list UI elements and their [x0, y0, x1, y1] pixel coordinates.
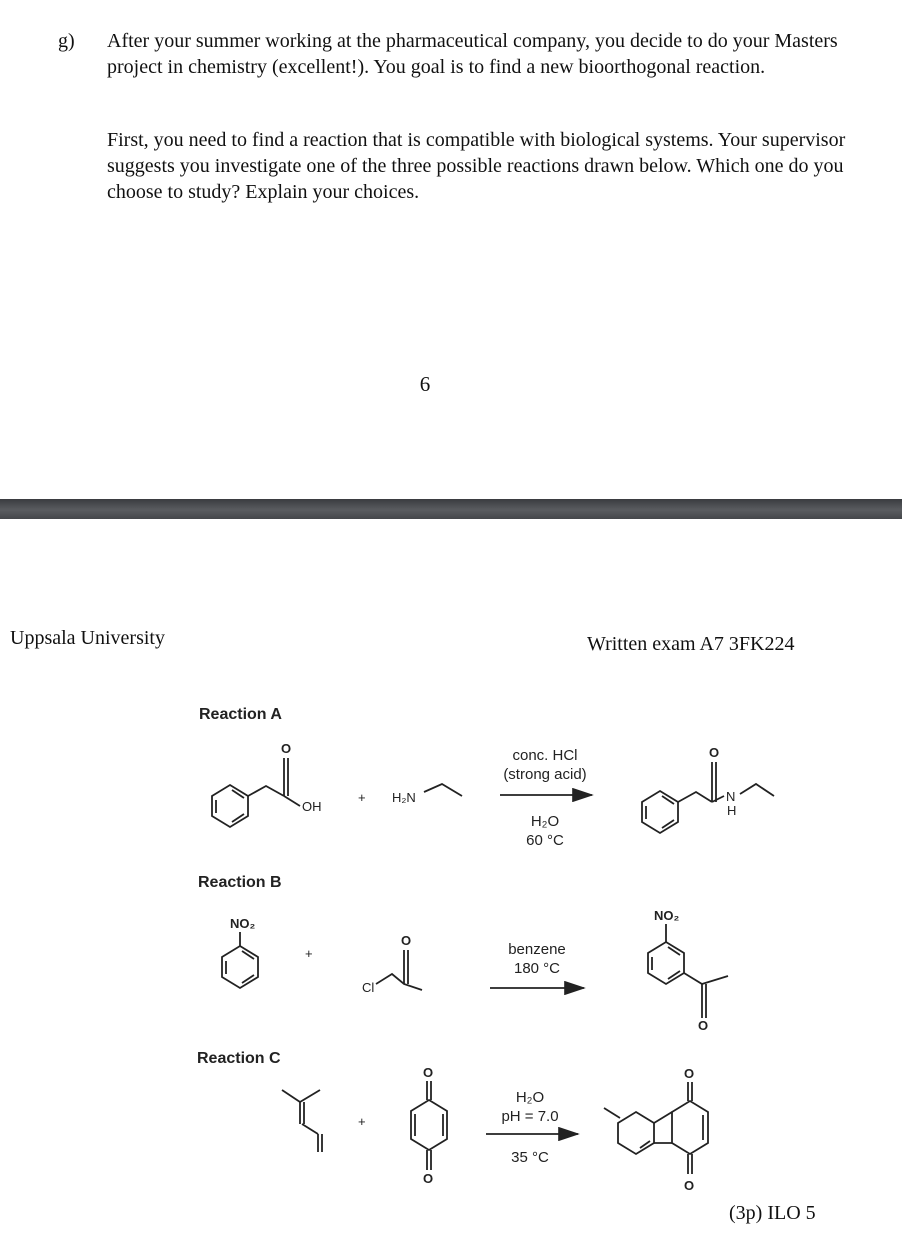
question-label: g) — [58, 30, 75, 52]
reaction-b-product-structure — [648, 908, 728, 1033]
reaction-c-quinone-structure — [411, 1065, 447, 1186]
svg-text:O: O — [401, 933, 412, 948]
reaction-a-product-structure — [642, 745, 774, 833]
svg-text:O: O — [281, 741, 292, 756]
reaction-b-nitrobenzene-structure — [222, 916, 258, 988]
reaction-a-amine-label: H₂N — [392, 790, 416, 805]
reaction-b-cl-label: Cl — [362, 980, 375, 995]
reaction-a-cond-acid-note: (strong acid) — [503, 766, 587, 783]
reaction-b-plus: + — [305, 946, 313, 961]
reaction-a-amine-structure — [392, 784, 462, 805]
reaction-b-cond-solvent: benzene — [508, 941, 566, 958]
reaction-b-acyl-chloride-structure — [362, 933, 422, 995]
university-header: Uppsala University — [10, 627, 165, 649]
reaction-a-oh-label: OH — [302, 799, 322, 814]
reaction-c-label: Reaction C — [197, 1050, 281, 1067]
reaction-b-nitro-label: NO₂ — [230, 916, 256, 931]
exam-header: Written exam A7 3FK224 — [587, 633, 795, 655]
reaction-a-acid-structure — [212, 741, 322, 827]
reaction-c-cond-ph: pH = 7.0 — [501, 1108, 559, 1125]
question-paragraph-1: After your summer working at the pharmaceutical company, you decide to do your Masters project in chemistry (excellent!). You goal is to find a new bioorthogonal reaction. — [107, 30, 838, 78]
reaction-c-product-structure — [604, 1066, 708, 1193]
svg-text:O: O — [423, 1171, 434, 1186]
reaction-a-cond-temp: 60 °C — [526, 832, 564, 849]
reaction-a-plus: + — [358, 790, 366, 805]
reaction-a-cond-acid: conc. HCl — [512, 747, 578, 764]
reaction-c-cond-temp: 35 °C — [511, 1149, 549, 1166]
reaction-c-plus: + — [358, 1114, 366, 1129]
svg-text:O: O — [684, 1066, 695, 1081]
page-number: 6 — [419, 372, 431, 396]
points-ilo: (3p) ILO 5 — [729, 1202, 816, 1224]
reaction-b-cond-temp: 180 °C — [513, 960, 561, 977]
reaction-a-product-n: N — [726, 789, 736, 804]
svg-text:O: O — [698, 1018, 709, 1033]
svg-text:O: O — [709, 745, 720, 760]
svg-text:O: O — [684, 1178, 695, 1193]
reaction-a-product-h: H — [727, 803, 737, 818]
reaction-b-product-nitro: NO₂ — [654, 908, 680, 923]
question-paragraph-2: First, you need to find a reaction that is compatible with biological systems. Your supervisor suggests you investigate one of the three possible reactions drawn below. Which one do you choose to study? Explain your choices. — [107, 129, 846, 203]
svg-text:O: O — [423, 1065, 434, 1080]
reaction-c-cond-solvent: H₂O — [515, 1089, 545, 1106]
reaction-b-label: Reaction B — [198, 874, 282, 891]
reaction-a-label: Reaction A — [199, 706, 282, 723]
reaction-a-cond-solvent: H₂O — [530, 813, 560, 830]
reaction-c-diene-structure — [282, 1090, 322, 1152]
